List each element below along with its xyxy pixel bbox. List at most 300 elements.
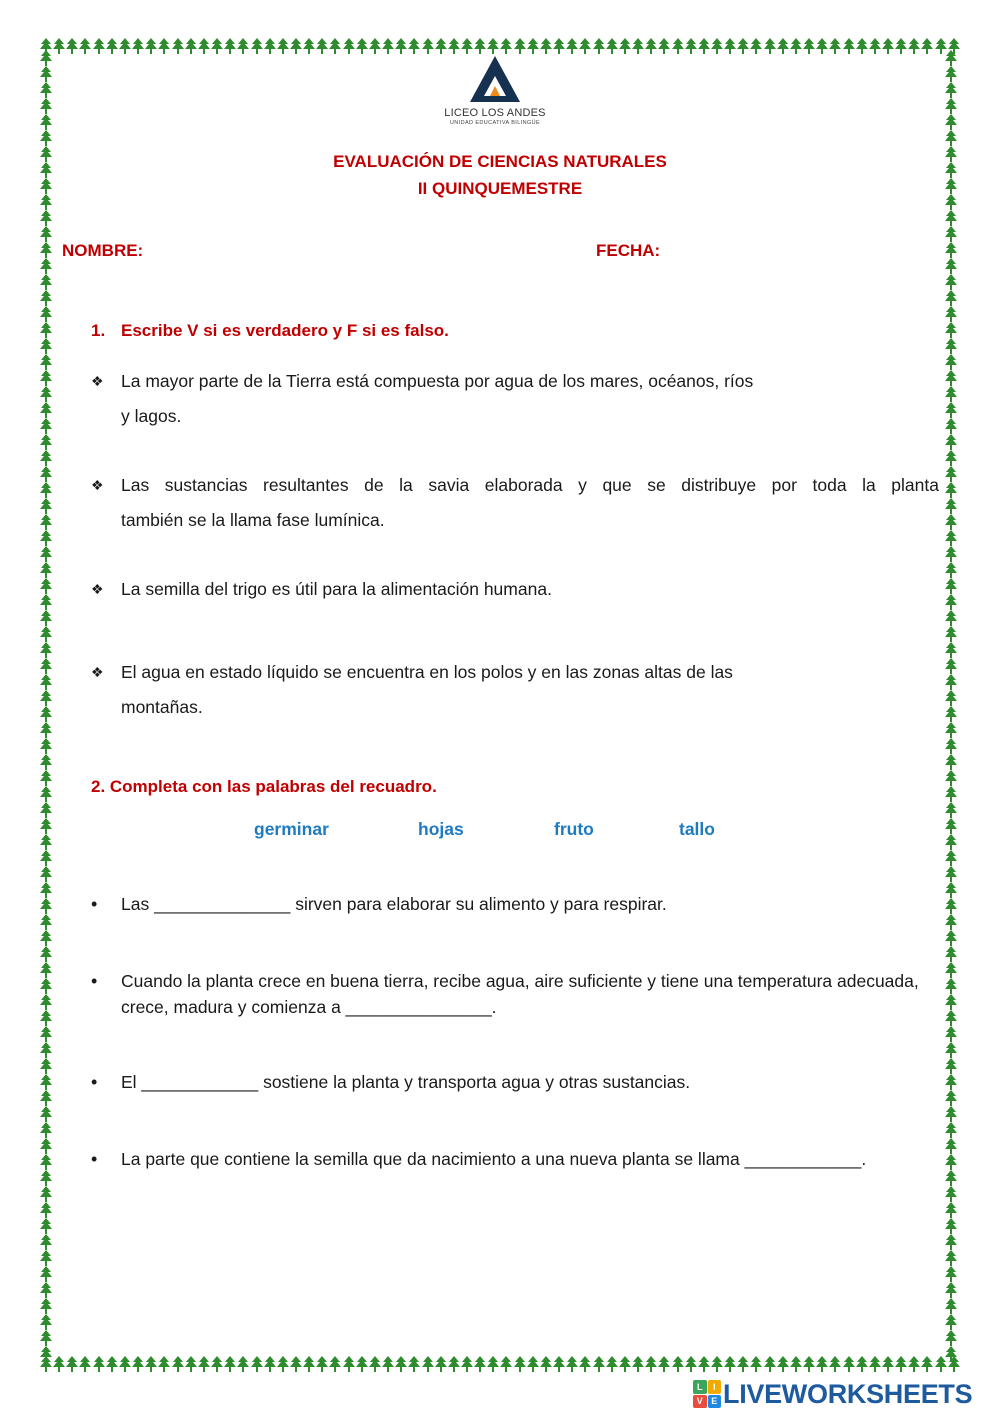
tree-icon [945, 994, 957, 1010]
tree-icon [224, 1356, 236, 1372]
tree-icon [329, 38, 341, 54]
section2-heading: 2. Completa con las palabras del recuadro. [91, 777, 437, 796]
tree-icon [945, 658, 957, 674]
word-bank-item: hojas [418, 819, 464, 839]
tree-icon [945, 1042, 957, 1058]
tree-icon [198, 1356, 210, 1372]
diamond-bullet-icon: ❖ [91, 373, 104, 389]
tree-icon [553, 1356, 565, 1372]
tree-icon [251, 38, 263, 54]
tree-icon [540, 1356, 552, 1372]
tree-icon [40, 834, 52, 850]
tree-icon [945, 434, 957, 450]
tree-icon [40, 1026, 52, 1042]
tree-icon [527, 1356, 539, 1372]
tree-icon [945, 1218, 957, 1234]
tree-icon [945, 322, 957, 338]
badge-letter: L [693, 1380, 707, 1394]
page-subtitle: II QUINQUEMESTRE [417, 179, 583, 198]
tree-icon [750, 38, 762, 54]
tree-icon [945, 242, 957, 258]
tree-icon [658, 1356, 670, 1372]
true-false-item [91, 655, 939, 725]
tree-icon [172, 1356, 184, 1372]
tree-border-bottom [40, 1356, 960, 1376]
tree-icon [132, 38, 144, 54]
tree-icon [945, 50, 957, 66]
tree-icon [895, 38, 907, 54]
tree-icon [829, 38, 841, 54]
tree-icon [816, 38, 828, 54]
tree-icon [945, 674, 957, 690]
tree-icon [40, 802, 52, 818]
tree-icon [945, 386, 957, 402]
tree-icon [422, 1356, 434, 1372]
tree-icon [40, 114, 52, 130]
tree-icon [908, 1356, 920, 1372]
tree-icon [40, 482, 52, 498]
tree-icon [945, 578, 957, 594]
tree-icon [422, 38, 434, 54]
tree-icon [945, 1298, 957, 1314]
tree-icon [93, 38, 105, 54]
tree-icon [40, 354, 52, 370]
tree-icon [40, 370, 52, 386]
tree-icon [40, 786, 52, 802]
tree-icon [711, 1356, 723, 1372]
tree-icon [829, 1356, 841, 1372]
tree-icon [277, 1356, 289, 1372]
tree-icon [40, 130, 52, 146]
tree-icon [945, 1330, 957, 1346]
tree-icon [945, 626, 957, 642]
tree-icon [945, 642, 957, 658]
true-false-item [91, 572, 939, 607]
tree-icon [40, 770, 52, 786]
fill-blank-text: Cuando la planta crece en buena tierra, recibe agua, aire suficiente y tiene una temperatura adecuada, crece, madura y comienza a _______________. [121, 971, 919, 1017]
tree-icon [945, 850, 957, 866]
tree-icon [40, 226, 52, 242]
tree-icon [945, 514, 957, 530]
tree-icon [945, 418, 957, 434]
tree-icon [145, 1356, 157, 1372]
tree-icon [856, 38, 868, 54]
tree-icon [395, 1356, 407, 1372]
tree-icon [869, 38, 881, 54]
tree-icon [790, 1356, 802, 1372]
tree-icon [579, 38, 591, 54]
tree-icon [395, 38, 407, 54]
tree-icon [316, 1356, 328, 1372]
tree-icon [40, 1042, 52, 1058]
tree-icon [93, 1356, 105, 1372]
tree-icon [158, 1356, 170, 1372]
tree-icon [40, 882, 52, 898]
tree-icon [882, 38, 894, 54]
tree-icon [945, 402, 957, 418]
tree-icon [408, 38, 420, 54]
tree-icon [40, 1282, 52, 1298]
tree-icon [40, 514, 52, 530]
tree-icon [40, 386, 52, 402]
tree-icon [40, 1122, 52, 1138]
bullet-icon: • [91, 1072, 98, 1092]
tree-icon [66, 38, 78, 54]
tree-icon [777, 38, 789, 54]
item-line: El agua en estado líquido se encuentra en los polos y en las zonas altas de las [121, 662, 733, 682]
section1-number: 1. [91, 321, 106, 340]
tree-icon [237, 1356, 249, 1372]
tree-icon [945, 530, 957, 546]
tree-icon [945, 1026, 957, 1042]
tree-icon [53, 1356, 65, 1372]
tree-icon [593, 1356, 605, 1372]
tree-icon [843, 1356, 855, 1372]
tree-icon [685, 38, 697, 54]
tree-border-right [945, 50, 959, 1360]
tree-icon [945, 466, 957, 482]
tree-icon [211, 38, 223, 54]
school-subtitle: UNIDAD EDUCATIVA BILINGÜE [449, 120, 541, 126]
tree-icon [658, 38, 670, 54]
tree-icon [945, 1138, 957, 1154]
tree-icon [945, 898, 957, 914]
tree-icon [382, 38, 394, 54]
tree-icon [945, 546, 957, 562]
tree-icon [382, 1356, 394, 1372]
tree-icon [40, 850, 52, 866]
tree-icon [40, 562, 52, 578]
tree-icon [40, 498, 52, 514]
tree-icon [119, 1356, 131, 1372]
tree-icon [945, 1202, 957, 1218]
tree-icon [198, 38, 210, 54]
tree-icon [40, 1154, 52, 1170]
tree-icon [945, 258, 957, 274]
tree-icon [945, 866, 957, 882]
tree-icon [514, 1356, 526, 1372]
tree-icon [290, 38, 302, 54]
tree-icon [40, 578, 52, 594]
tree-icon [945, 130, 957, 146]
tree-icon [908, 38, 920, 54]
tree-icon [40, 1266, 52, 1282]
tree-icon [803, 38, 815, 54]
tree-icon [132, 1356, 144, 1372]
bullet-icon: • [91, 971, 98, 991]
tree-icon [945, 1106, 957, 1122]
tree-icon [945, 962, 957, 978]
tree-icon [945, 1346, 957, 1362]
tree-icon [711, 38, 723, 54]
tree-icon [40, 690, 52, 706]
tree-icon [685, 1356, 697, 1372]
tree-icon [343, 38, 355, 54]
tree-icon [79, 38, 91, 54]
tree-icon [945, 818, 957, 834]
tree-icon [945, 274, 957, 290]
tree-icon [40, 658, 52, 674]
tree-icon [40, 930, 52, 946]
tree-icon [237, 38, 249, 54]
word-bank-item: germinar [254, 819, 329, 839]
tree-icon [277, 38, 289, 54]
tree-icon [448, 1356, 460, 1372]
tree-icon [945, 946, 957, 962]
bullet-icon: • [91, 894, 98, 914]
tree-icon [945, 1266, 957, 1282]
tree-icon [945, 754, 957, 770]
tree-icon [369, 38, 381, 54]
tree-icon [945, 98, 957, 114]
tree-icon [185, 1356, 197, 1372]
tree-icon [945, 498, 957, 514]
item-line: montañas. [121, 697, 203, 717]
fill-blank-text: Las ______________ sirven para elaborar su alimento y para respirar. [121, 894, 667, 914]
tree-icon [40, 1058, 52, 1074]
tree-icon [790, 38, 802, 54]
tree-icon [945, 1122, 957, 1138]
tree-icon [945, 114, 957, 130]
tree-icon [40, 82, 52, 98]
tree-icon [40, 866, 52, 882]
tree-icon [606, 38, 618, 54]
diamond-bullet-icon: ❖ [91, 477, 104, 493]
tree-icon [843, 38, 855, 54]
tree-icon [724, 1356, 736, 1372]
tree-icon [945, 978, 957, 994]
tree-icon [945, 1282, 957, 1298]
tree-icon [40, 274, 52, 290]
tree-icon [803, 1356, 815, 1372]
tree-icon [632, 38, 644, 54]
tree-icon [945, 66, 957, 82]
tree-icon [251, 1356, 263, 1372]
tree-icon [158, 38, 170, 54]
fill-blank-item [91, 891, 939, 917]
tree-icon [40, 738, 52, 754]
tree-icon [172, 38, 184, 54]
item-line: y lagos. [121, 406, 182, 426]
tree-icon [945, 1090, 957, 1106]
tree-icon [645, 38, 657, 54]
tree-icon [53, 38, 65, 54]
tree-icon [945, 834, 957, 850]
tree-icon [106, 1356, 118, 1372]
tree-icon [921, 38, 933, 54]
bullet-icon: • [91, 1149, 98, 1169]
tree-icon [737, 38, 749, 54]
date-label: FECHA: [596, 241, 661, 260]
tree-icon [945, 1314, 957, 1330]
badge-letter: I [708, 1380, 722, 1394]
tree-icon [40, 210, 52, 226]
tree-icon [40, 642, 52, 658]
item-line: La mayor parte de la Tierra está compuesta por agua de los mares, océanos, ríos [121, 371, 754, 391]
name-label: NOMBRE: [62, 241, 144, 260]
tree-icon [945, 354, 957, 370]
tree-icon [40, 1314, 52, 1330]
tree-icon [882, 1356, 894, 1372]
tree-icon [185, 38, 197, 54]
tree-icon [40, 962, 52, 978]
tree-icon [895, 1356, 907, 1372]
tree-icon [945, 1058, 957, 1074]
tree-border-left [40, 50, 54, 1360]
tree-icon [945, 1010, 957, 1026]
tree-icon [343, 1356, 355, 1372]
tree-icon [40, 434, 52, 450]
tree-icon [303, 1356, 315, 1372]
item-line: también se la llama fase lumínica. [121, 510, 385, 530]
live-badge-icon [693, 1380, 721, 1408]
tree-icon [40, 1330, 52, 1346]
tree-icon [66, 1356, 78, 1372]
tree-icon [40, 1090, 52, 1106]
fill-blank-item [91, 968, 939, 1020]
tree-icon [579, 1356, 591, 1372]
tree-icon [945, 210, 957, 226]
tree-icon [945, 370, 957, 386]
tree-icon [945, 594, 957, 610]
tree-icon [945, 722, 957, 738]
tree-icon [945, 1186, 957, 1202]
tree-icon [487, 1356, 499, 1372]
tree-icon [945, 1234, 957, 1250]
tree-icon [593, 38, 605, 54]
fill-blank-text: El ____________ sostiene la planta y transporta agua y otras sustancias. [121, 1072, 691, 1092]
tree-icon [553, 38, 565, 54]
tree-icon [40, 674, 52, 690]
tree-icon [945, 306, 957, 322]
page-title: EVALUACIÓN DE CIENCIAS NATURALES [333, 152, 667, 171]
tree-icon [40, 1138, 52, 1154]
tree-icon [40, 1010, 52, 1026]
section1-heading [91, 321, 449, 341]
tree-icon [672, 38, 684, 54]
tree-icon [40, 402, 52, 418]
tree-icon [945, 786, 957, 802]
tree-icon [945, 914, 957, 930]
tree-icon [672, 1356, 684, 1372]
tree-icon [40, 1202, 52, 1218]
tree-icon [40, 50, 52, 66]
tree-icon [40, 258, 52, 274]
tree-icon [40, 322, 52, 338]
tree-icon [264, 1356, 276, 1372]
badge-letter: E [708, 1395, 722, 1409]
tree-icon [356, 38, 368, 54]
liveworksheets-logo [693, 1378, 972, 1410]
section1-heading-text: Escribe V si es verdadero y F si es falso. [121, 321, 449, 340]
tree-icon [40, 1186, 52, 1202]
tree-icon [40, 290, 52, 306]
tree-icon [945, 562, 957, 578]
tree-icon [40, 722, 52, 738]
tree-icon [566, 1356, 578, 1372]
tree-icon [945, 690, 957, 706]
tree-icon [698, 38, 710, 54]
tree-icon [500, 1356, 512, 1372]
tree-icon [945, 338, 957, 354]
item-line: La semilla del trigo es útil para la alimentación humana. [121, 579, 552, 599]
tree-icon [724, 38, 736, 54]
tree-icon [945, 882, 957, 898]
tree-icon [869, 1356, 881, 1372]
tree-icon [40, 994, 52, 1010]
tree-icon [40, 1106, 52, 1122]
tree-icon [945, 482, 957, 498]
tree-icon [945, 1170, 957, 1186]
fill-blank-item [91, 1069, 939, 1095]
true-false-item [91, 364, 939, 434]
tree-icon [40, 530, 52, 546]
diamond-bullet-icon: ❖ [91, 664, 104, 680]
tree-icon [40, 818, 52, 834]
tree-icon [945, 450, 957, 466]
tree-icon [316, 38, 328, 54]
tree-icon [40, 1346, 52, 1362]
tree-icon [290, 1356, 302, 1372]
tree-icon [856, 1356, 868, 1372]
tree-icon [264, 38, 276, 54]
tree-icon [645, 1356, 657, 1372]
school-name: LICEO LOS ANDES [444, 107, 546, 119]
tree-icon [945, 1250, 957, 1266]
tree-icon [606, 1356, 618, 1372]
tree-icon [40, 610, 52, 626]
tree-icon [816, 1356, 828, 1372]
tree-icon [945, 82, 957, 98]
tree-icon [119, 38, 131, 54]
tree-icon [40, 754, 52, 770]
tree-icon [79, 1356, 91, 1372]
tree-icon [40, 706, 52, 722]
tree-icon [40, 1234, 52, 1250]
tree-icon [329, 1356, 341, 1372]
tree-icon [945, 290, 957, 306]
tree-icon [945, 802, 957, 818]
tree-icon [566, 38, 578, 54]
tree-icon [40, 338, 52, 354]
tree-icon [474, 1356, 486, 1372]
tree-icon [945, 930, 957, 946]
tree-icon [40, 1074, 52, 1090]
tree-icon [211, 1356, 223, 1372]
tree-icon [945, 706, 957, 722]
tree-icon [40, 1218, 52, 1234]
tree-icon [40, 450, 52, 466]
tree-icon [945, 1154, 957, 1170]
tree-icon [619, 38, 631, 54]
tree-icon [619, 1356, 631, 1372]
liveworksheets-wordmark: LIVEWORKSHEETS [723, 1378, 973, 1409]
tree-icon [777, 1356, 789, 1372]
tree-icon [106, 38, 118, 54]
tree-icon [945, 770, 957, 786]
diamond-bullet-icon: ❖ [91, 581, 104, 597]
tree-icon [40, 242, 52, 258]
tree-icon [40, 66, 52, 82]
true-false-item [91, 468, 939, 538]
tree-icon [40, 914, 52, 930]
tree-icon [698, 1356, 710, 1372]
tree-icon [921, 1356, 933, 1372]
tree-icon [356, 1356, 368, 1372]
tree-icon [145, 38, 157, 54]
tree-icon [40, 1170, 52, 1186]
badge-letter: V [693, 1395, 707, 1409]
